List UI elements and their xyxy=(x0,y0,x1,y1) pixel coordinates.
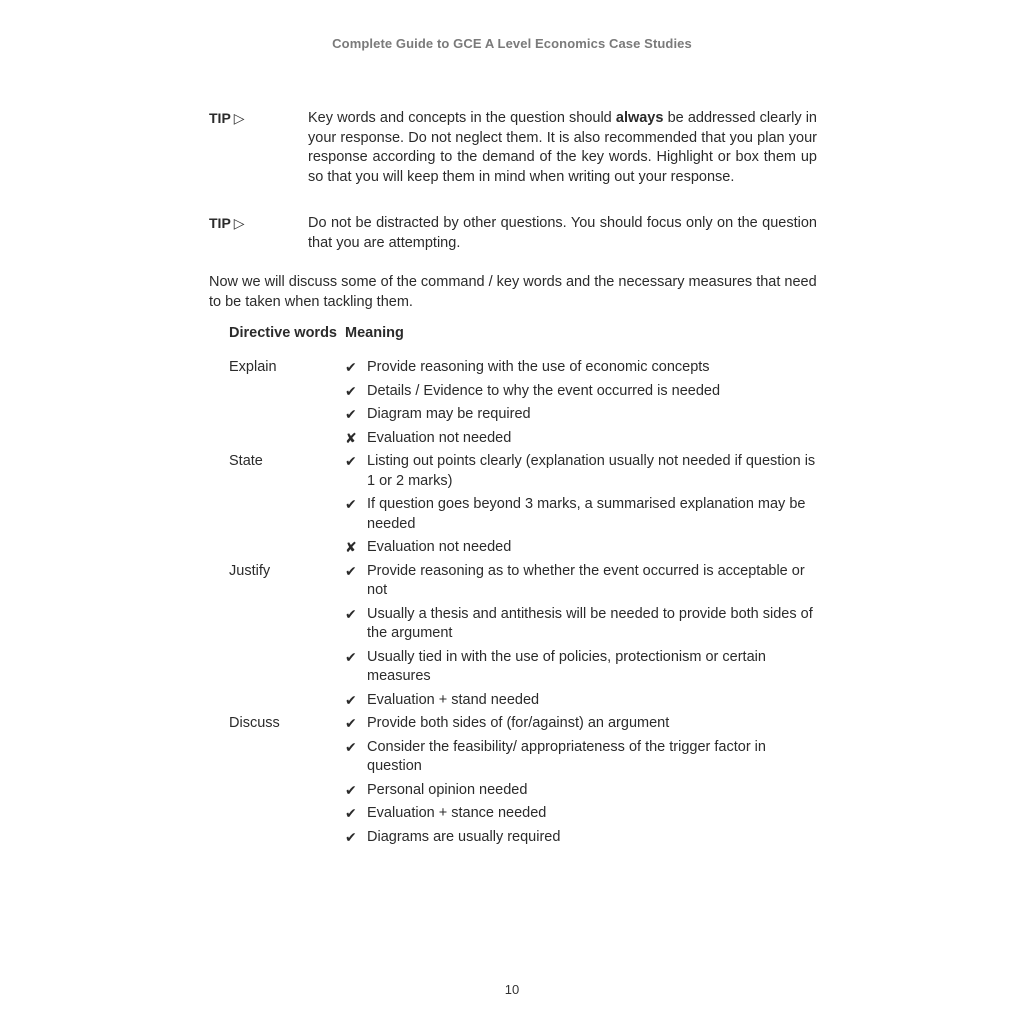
table-header xyxy=(229,325,404,341)
item-text: Evaluation not needed xyxy=(367,539,512,555)
check-icon: ✔ xyxy=(345,738,357,755)
play-arrow-icon: ▷ xyxy=(233,110,245,126)
list-item xyxy=(345,495,819,534)
directive-word: Discuss xyxy=(229,715,280,731)
directive-word: State xyxy=(229,453,263,469)
item-text: Provide reasoning as to whether the event occurred is acceptable or not xyxy=(367,562,805,598)
list-item xyxy=(345,781,819,801)
list-item xyxy=(345,429,819,449)
play-arrow-icon: ▷ xyxy=(233,215,245,231)
item-text: Diagram may be required xyxy=(367,406,531,422)
check-icon: ✔ xyxy=(345,715,357,731)
directive-word: Justify xyxy=(229,562,271,579)
tip-label xyxy=(209,109,245,129)
item-text: Diagrams are usually required xyxy=(367,828,561,845)
check-icon: ✔ xyxy=(345,406,357,422)
check-icon: ✔ xyxy=(345,453,357,469)
item-text: Personal opinion needed xyxy=(367,781,528,798)
list-item xyxy=(345,452,819,491)
list-item xyxy=(345,358,819,378)
tip-body: Do not be distracted by other questions. You should focus only on the question that you are attempting. xyxy=(308,215,817,251)
tip-emphasis: always xyxy=(615,110,664,126)
row-explain xyxy=(229,358,819,448)
row-justify xyxy=(229,562,819,711)
list-item xyxy=(345,804,819,824)
list-item xyxy=(345,691,819,711)
tip-text: Key words and concepts in the question should xyxy=(308,110,616,126)
check-icon: ✔ xyxy=(345,496,357,512)
check-icon: ✔ xyxy=(345,781,357,798)
item-text: Consider the feasibility/ appropriateness of the trigger factor in question xyxy=(367,738,766,774)
check-icon: ✔ xyxy=(345,359,357,375)
cross-icon: ✘ xyxy=(345,539,357,555)
cross-icon: ✘ xyxy=(345,429,357,446)
list-item xyxy=(345,605,819,644)
tip-label xyxy=(209,214,245,234)
item-text: Evaluation + stance needed xyxy=(367,805,547,821)
tip-2 xyxy=(209,214,817,253)
header-meaning: Meaning xyxy=(345,325,404,341)
item-text: Usually a thesis and antithesis will be needed to provide both sides of the argument xyxy=(367,605,813,641)
item-text: Provide reasoning with the use of economic concepts xyxy=(367,359,710,375)
intro-paragraph: Now we will discuss some of the command / key words and the necessary measures that need to be taken when tackling them. xyxy=(209,274,817,310)
check-icon: ✔ xyxy=(345,562,357,579)
list-item xyxy=(345,538,819,558)
check-icon: ✔ xyxy=(345,605,357,622)
row-state xyxy=(229,452,819,558)
check-icon: ✔ xyxy=(345,828,357,845)
item-text: Evaluation not needed xyxy=(367,429,512,446)
directive-table xyxy=(229,358,819,851)
tip-text: be addressed clearly in your response. Do not neglect them. It is also recommended that you plan your response according to the demand of the key words. Highlight or box them up so that you will keep them in mind when writing out your response. xyxy=(308,110,817,185)
header-directive-words: Directive words xyxy=(229,325,337,341)
tip-label-text: TIP xyxy=(209,110,231,126)
item-text: Provide both sides of (for/against) an argument xyxy=(367,715,670,731)
list-item xyxy=(345,828,819,848)
list-item xyxy=(345,405,819,425)
check-icon: ✔ xyxy=(345,648,357,665)
item-text: Usually tied in with the use of policies, protectionism or certain measures xyxy=(367,648,766,684)
row-discuss xyxy=(229,714,819,847)
tip-1 xyxy=(209,109,817,187)
item-text: If question goes beyond 3 marks, a summarised explanation may be needed xyxy=(367,496,806,532)
item-text: Listing out points clearly (explanation usually not needed if question is 1 or 2 marks) xyxy=(367,453,816,489)
item-text: Evaluation + stand needed xyxy=(367,691,540,708)
page-number: 10 xyxy=(504,982,520,997)
directive-word: Explain xyxy=(229,359,277,375)
list-item xyxy=(345,562,819,601)
list-item xyxy=(345,382,819,402)
tip-body xyxy=(308,109,817,187)
item-text: Details / Evidence to why the event occurred is needed xyxy=(367,382,721,399)
check-icon: ✔ xyxy=(345,382,357,399)
tip-label-text: TIP xyxy=(209,215,231,231)
check-icon: ✔ xyxy=(345,805,357,821)
list-item xyxy=(345,714,819,734)
check-icon: ✔ xyxy=(345,691,357,708)
list-item xyxy=(345,738,819,777)
running-header: Complete Guide to GCE A Level Economics Case Studies xyxy=(332,36,692,51)
list-item xyxy=(345,648,819,687)
